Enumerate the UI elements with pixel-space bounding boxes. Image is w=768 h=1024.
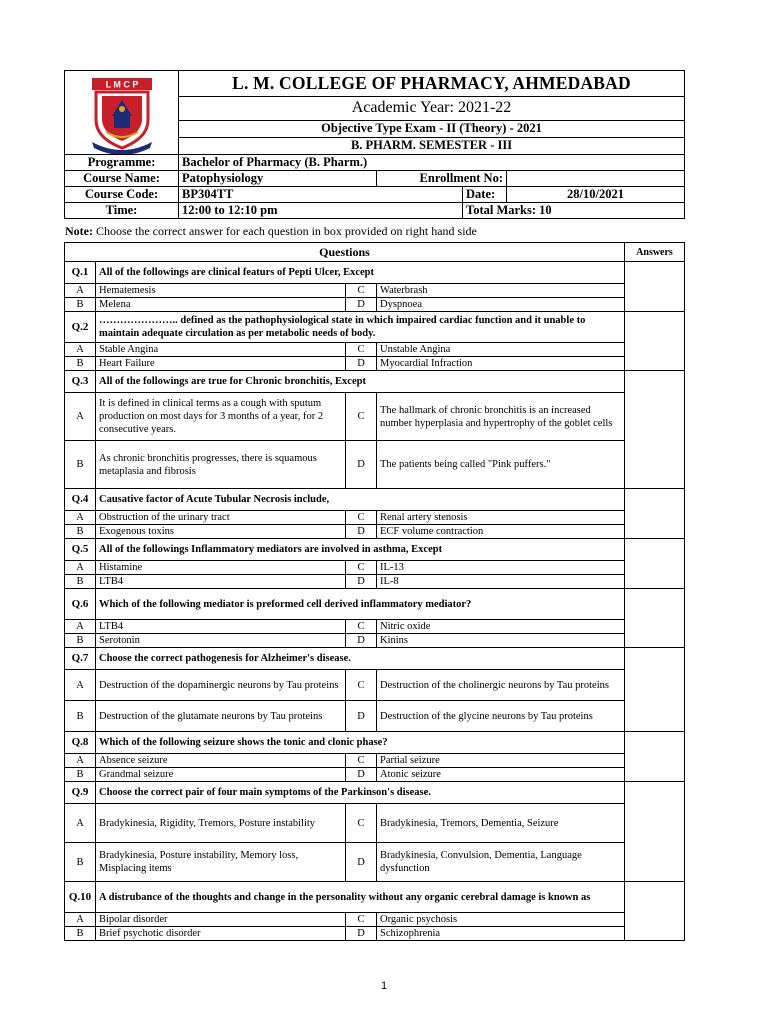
question-row [65,782,685,804]
question-row [65,312,685,343]
answer-box-q7[interactable] [625,648,685,732]
course-code-label: Course Code: [65,187,179,203]
course-code-value: BP304TT [179,187,463,203]
answer-box-q6[interactable] [625,589,685,648]
option-c-text: Unstable Angina [377,343,625,357]
page-number: 1 [380,980,388,992]
option-row [65,561,685,575]
option-row [65,393,685,441]
option-letter-c: C [346,284,377,298]
option-letter-d: D [346,843,377,882]
option-a-text: It is defined in clinical terms as a cough with sputum production on most days for 3 months of a year, for 2 consecutive years. [96,393,346,441]
option-letter-c: C [346,561,377,575]
option-d-text: Dyspnoea [377,298,625,312]
question-text: All of the followings are true for Chronic bronchitis, Except [96,371,625,393]
option-c-text: Nitric oxide [377,620,625,634]
option-a-text: Absence seizure [96,754,346,768]
question-row [65,489,685,511]
option-row [65,298,685,312]
option-b-text: LTB4 [96,575,346,589]
question-row [65,648,685,670]
option-a-text: Obstruction of the urinary tract [96,511,346,525]
answer-box-q3[interactable] [625,371,685,489]
option-row [65,701,685,732]
option-row [65,511,685,525]
option-letter-c: C [346,620,377,634]
question-text: Choose the correct pathogenesis for Alzheimer's disease. [96,648,625,670]
answer-box-q4[interactable] [625,489,685,539]
semester-title: B. PHARM. SEMESTER - III [179,137,685,154]
enrollment-field[interactable] [507,171,685,187]
option-d-text: IL-8 [377,575,625,589]
question-text: Which of the following mediator is preformed cell derived inflammatory mediator? [96,589,625,620]
logo-cell [65,71,179,155]
option-letter-a: A [65,393,96,441]
option-a-text: LTB4 [96,620,346,634]
option-c-text: Destruction of the cholinergic neurons by Tau proteins [377,670,625,701]
question-number: Q.10 [65,882,96,913]
option-row [65,525,685,539]
option-letter-c: C [346,393,377,441]
option-letter-b: B [65,843,96,882]
question-row [65,262,685,284]
option-letter-b: B [65,575,96,589]
note-text: Choose the correct answer for each question in box provided on right hand side [92,224,477,238]
question-row [65,539,685,561]
total-marks: Total Marks: 10 [463,203,685,219]
option-letter-b: B [65,441,96,489]
college-name: L. M. COLLEGE OF PHARMACY, AHMEDABAD [179,71,685,97]
option-d-text: The patients being called "Pink puffers." [377,441,625,489]
option-row [65,284,685,298]
option-d-text: Myocardial Infraction [377,357,625,371]
option-letter-b: B [65,357,96,371]
option-a-text: Bradykinesia, Rigidity, Tremors, Posture instability [96,804,346,843]
option-row [65,804,685,843]
option-row [65,357,685,371]
answers-header: Answers [625,243,685,262]
question-text: Which of the following seizure shows the tonic and clonic phase? [96,732,625,754]
exam-sheet [64,70,684,941]
question-text: All of the followings are clinical featurs of Pepti Ulcer, Except [96,262,625,284]
question-number: Q.4 [65,489,96,511]
option-letter-b: B [65,768,96,782]
option-letter-c: C [346,670,377,701]
course-name-value: Patophysiology [179,171,377,187]
question-row [65,371,685,393]
option-letter-c: C [346,754,377,768]
option-a-text: Hematemesis [96,284,346,298]
option-b-text: Exogenous toxins [96,525,346,539]
option-d-text: Bradykinesia, Convulsion, Dementia, Language dysfunction [377,843,625,882]
option-letter-a: A [65,284,96,298]
question-number: Q.6 [65,589,96,620]
question-row [65,589,685,620]
option-b-text: Serotonin [96,634,346,648]
option-b-text: Heart Failure [96,357,346,371]
option-letter-c: C [346,913,377,927]
question-text: Causative factor of Acute Tubular Necrosis include, [96,489,625,511]
option-d-text: Kinins [377,634,625,648]
question-text: All of the followings Inflammatory mediators are involved in asthma, Except [96,539,625,561]
option-row [65,575,685,589]
option-c-text: The hallmark of chronic bronchitis is an increased number hyperplasia and hypertrophy of the goblet cells [377,393,625,441]
time-value: 12:00 to 12:10 pm [179,203,463,219]
enrollment-label: Enrollment No: [377,171,507,187]
answer-box-q2[interactable] [625,312,685,371]
option-letter-a: A [65,913,96,927]
option-row [65,913,685,927]
option-b-text: As chronic bronchitis progresses, there is squamous metaplasia and fibrosis [96,441,346,489]
time-label: Time: [65,203,179,219]
option-c-text: Renal artery stenosis [377,511,625,525]
question-number: Q.3 [65,371,96,393]
option-letter-c: C [346,343,377,357]
option-b-text: Brief psychotic disorder [96,927,346,941]
answer-box-q10[interactable] [625,882,685,941]
option-a-text: Histamine [96,561,346,575]
option-d-text: Destruction of the glycine neurons by Tau proteins [377,701,625,732]
option-letter-a: A [65,804,96,843]
option-d-text: Atonic seizure [377,768,625,782]
question-text: A distrubance of the thoughts and change in the personality without any organic cerebral damage is known as [96,882,625,913]
option-letter-a: A [65,511,96,525]
option-row [65,670,685,701]
option-letter-d: D [346,701,377,732]
questions-table [64,242,685,941]
question-row [65,882,685,913]
option-d-text: ECF volume contraction [377,525,625,539]
option-letter-d: D [346,927,377,941]
question-text: ………………….. defined as the pathophysiological state in which impaired cardiac function and it unable to maintain adequate circulation as per metabolic needs of body. [96,312,625,343]
option-letter-b: B [65,927,96,941]
option-c-text: Bradykinesia, Tremors, Dementia, Seizure [377,804,625,843]
answer-box-q1[interactable] [625,262,685,312]
option-letter-a: A [65,754,96,768]
option-letter-d: D [346,575,377,589]
question-number: Q.9 [65,782,96,804]
option-a-text: Bipolar disorder [96,913,346,927]
option-letter-a: A [65,620,96,634]
option-row [65,843,685,882]
option-letter-d: D [346,525,377,539]
option-c-text: Waterbrash [377,284,625,298]
option-letter-a: A [65,561,96,575]
option-b-text: Melena [96,298,346,312]
note-label: Note: [65,224,93,238]
answer-box-q9[interactable] [625,782,685,882]
date-value: 28/10/2021 [507,187,685,203]
option-letter-b: B [65,634,96,648]
college-logo [88,76,156,154]
programme-label: Programme: [65,155,179,171]
option-b-text: Grandmal seizure [96,768,346,782]
option-row [65,441,685,489]
option-row [65,620,685,634]
date-label: Date: [463,187,507,203]
option-b-text: Bradykinesia, Posture instability, Memory loss, Misplacing items [96,843,346,882]
option-b-text: Destruction of the glutamate neurons by Tau proteins [96,701,346,732]
option-d-text: Schizophrenia [377,927,625,941]
option-row [65,634,685,648]
question-number: Q.7 [65,648,96,670]
question-number: Q.8 [65,732,96,754]
option-a-text: Destruction of the dopaminergic neurons by Tau proteins [96,670,346,701]
logo-lettering: L M C P [105,79,138,90]
option-letter-d: D [346,298,377,312]
programme-value: Bachelor of Pharmacy (B. Pharm.) [179,155,685,171]
question-number: Q.2 [65,312,96,343]
question-number: Q.1 [65,262,96,284]
option-letter-c: C [346,511,377,525]
option-a-text: Stable Angina [96,343,346,357]
course-name-label: Course Name: [65,171,179,187]
option-c-text: Partial seizure [377,754,625,768]
question-row [65,732,685,754]
option-c-text: Organic psychosis [377,913,625,927]
option-letter-b: B [65,525,96,539]
questions-header: Questions [65,243,625,262]
option-letter-c: C [346,804,377,843]
option-letter-a: A [65,343,96,357]
option-letter-b: B [65,298,96,312]
academic-year: Academic Year: 2021-22 [179,96,685,120]
header-table [64,70,685,219]
option-letter-b: B [65,701,96,732]
option-row [65,343,685,357]
question-number: Q.5 [65,539,96,561]
exam-title: Objective Type Exam - II (Theory) - 2021 [179,120,685,137]
option-letter-d: D [346,634,377,648]
option-c-text: IL-13 [377,561,625,575]
option-letter-a: A [65,670,96,701]
option-row [65,927,685,941]
answer-box-q8[interactable] [625,732,685,782]
option-letter-d: D [346,441,377,489]
option-letter-d: D [346,357,377,371]
option-letter-d: D [346,768,377,782]
option-row [65,754,685,768]
answer-box-q5[interactable] [625,539,685,589]
question-text: Choose the correct pair of four main symptoms of the Parkinson's disease. [96,782,625,804]
option-row [65,768,685,782]
note [65,224,684,238]
